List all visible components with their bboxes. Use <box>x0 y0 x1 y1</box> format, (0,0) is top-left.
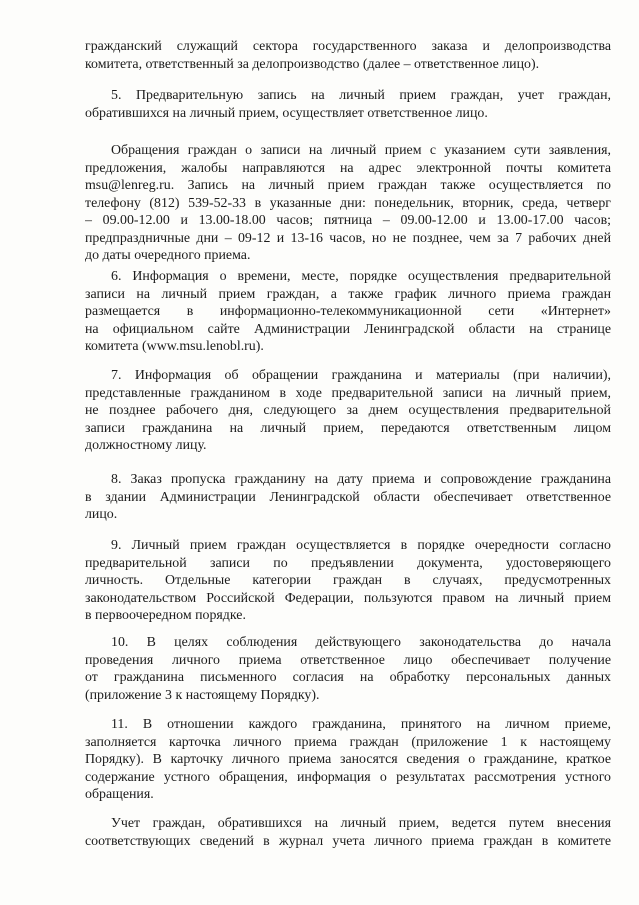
text-line: Обращения граждан о записи на личный прием с указанием сути заявления, <box>111 143 611 158</box>
text-line: Порядку). В карточку личного приема заносятся сведения о гражданине, краткое <box>85 752 611 767</box>
text-line: 7. Информация об обращении гражданина и материалы (при наличии), <box>111 368 611 383</box>
paragraph-10 <box>85 634 611 704</box>
text-line: гражданский служащий сектора государственного заказа и делопроизводства <box>85 39 611 54</box>
text-line: до даты очередного приема. <box>85 248 251 263</box>
paragraph-7 <box>85 367 611 455</box>
text-line: соответствующих сведений в журнал учета личного приема граждан в комитете <box>85 833 611 849</box>
text-line: законодательством Российской Федерации, пользуются правом на личный прием <box>85 590 611 606</box>
text-line: должностному лицу. <box>85 438 207 453</box>
paragraph-8 <box>85 471 611 524</box>
paragraph-accounting <box>85 815 611 850</box>
paragraph-11 <box>85 716 611 804</box>
paragraph-9 <box>85 537 611 625</box>
text-line: предварительной записи по предъявлении документа, удостоверяющего <box>85 555 611 571</box>
text-line: размещается в информационно-телекоммуникационной сети «Интернет» <box>85 304 611 319</box>
text-line: на официальном сайте Администрации Ленинградской области на странице <box>85 321 611 337</box>
paragraph-6 <box>85 268 611 356</box>
text-line: предложения, жалобы направляются на адрес электронной почты комитета <box>85 160 611 176</box>
text-line: комитета, ответственный за делопроизводство (далее – ответственное лицо). <box>85 56 540 72</box>
text-line: (приложение 3 к настоящему Порядку). <box>85 687 320 703</box>
text-line: msu@lenreg.ru. Запись на личный прием граждан также осуществляется по <box>85 178 611 193</box>
text-line: записи на личный прием граждан, а также график личного приема граждан <box>85 286 611 302</box>
text-line: в первоочередном порядке. <box>85 608 246 623</box>
text-line: записи гражданина на личный прием, передаются ответственным лицом <box>85 420 611 436</box>
text-line: 8. Заказ пропуска гражданину на дату приема и сопровождение гражданина <box>111 472 611 487</box>
text-line: комитета (www.msu.lenobl.ru). <box>85 339 264 354</box>
text-line: телефону (812) 539-52-33 в указанные дни: понедельник, вторник, среда, четверг <box>85 195 611 211</box>
text-line: не позднее рабочего дня, следующего за днем осуществления предварительной <box>85 403 611 418</box>
paragraph-5-details <box>85 142 611 265</box>
text-line: – 09.00-12.00 и 13.00-18.00 часов; пятница – 09.00-12.00 и 13.00-17.00 часов; <box>85 213 611 228</box>
text-line: заполняется карточка личного приема граждан (приложение 1 к настоящему <box>85 734 611 750</box>
paragraph-5 <box>85 87 611 122</box>
text-line: 10. В целях соблюдения действующего законодательства до начала <box>111 635 611 650</box>
text-line: проведения личного приема ответственное лицо обеспечивает получение <box>85 652 611 668</box>
text-line: обращения. <box>85 787 154 802</box>
text-line: в здании Администрации Ленинградской области обеспечивает ответственное <box>85 489 611 505</box>
text-line: обратившихся на личный прием, осуществляет ответственное лицо. <box>85 105 488 121</box>
text-line: 5. Предварительную запись на личный прием граждан, учет граждан, <box>111 88 611 103</box>
text-line: 9. Личный прием граждан осуществляется в порядке очередности согласно <box>111 538 611 553</box>
text-line: личность. Отдельные категории граждан в случаях, предусмотренных <box>85 573 611 588</box>
text-line: лицо. <box>85 507 118 522</box>
text-line: Учет граждан, обратившихся на личный прием, ведется путем внесения <box>111 816 611 831</box>
text-line: 6. Информация о времени, месте, порядке осуществления предварительной <box>111 269 611 284</box>
text-line: содержание устного обращения, информация о результатах рассмотрения устного <box>85 769 611 785</box>
text-line: представленные гражданином в ходе предварительной записи на личный прием, <box>85 385 611 401</box>
text-line: от гражданина письменного согласия на обработку персональных данных <box>85 670 611 685</box>
paragraph-continuation <box>85 38 611 73</box>
text-line: предпраздничные дни – 09-12 и 13-16 часов, но не позднее, чем за 7 рабочих дней <box>85 230 611 246</box>
text-line: 11. В отношении каждого гражданина, принятого на личном приеме, <box>111 717 611 732</box>
